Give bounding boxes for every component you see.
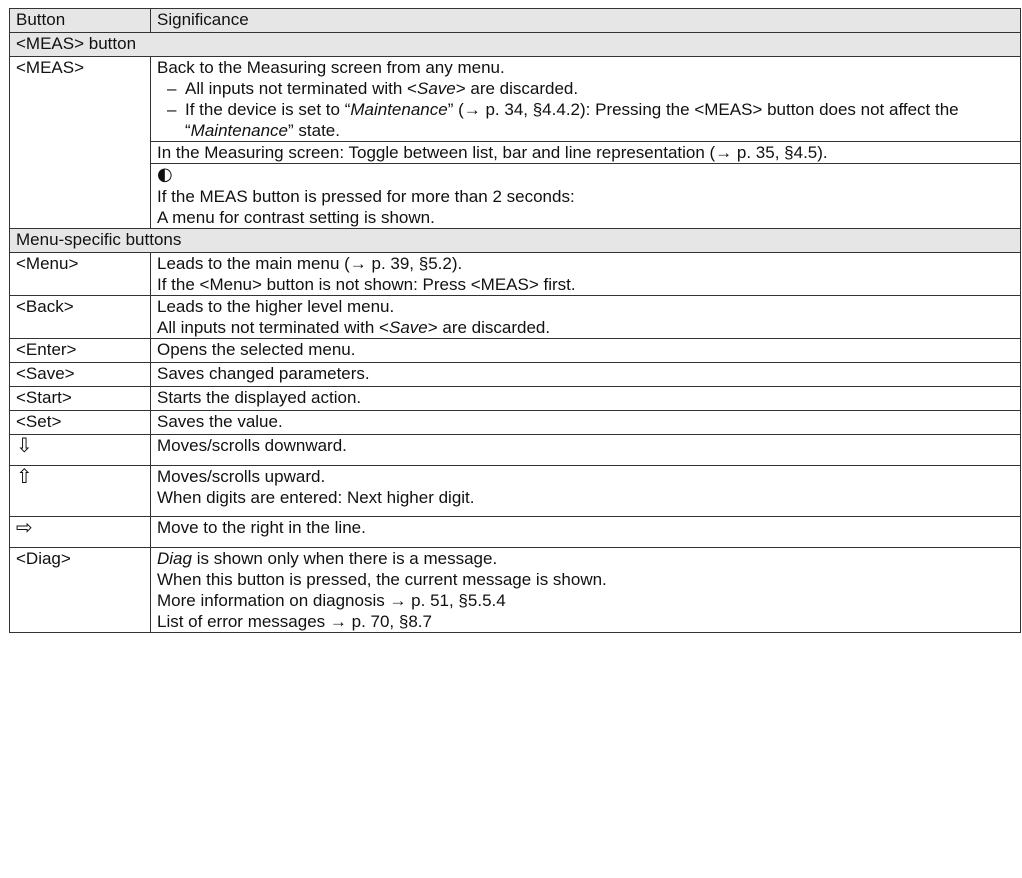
table-row-save (10, 363, 1021, 387)
enter-description: Opens the selected menu. (151, 339, 1021, 363)
key-meas: <MEAS> (10, 57, 151, 229)
key-diag: <Diag> (10, 548, 151, 633)
table-row-meas-toggle (10, 142, 1021, 164)
right-description: Move to the right in the line. (151, 517, 1021, 548)
key-enter: <Enter> (10, 339, 151, 363)
table-row-menu (10, 253, 1021, 296)
up-description: Moves/scrolls upward. When digits are entered: Next higher digit. (151, 466, 1021, 517)
meas-bullet-2: – If the device is set to “Maintenance” (→ p. 34, §4.4.2): Pressing the <MEAS> button does not affect the “Maintenance” state. (167, 100, 959, 140)
section-title-meas: <MEAS> button (10, 33, 1021, 57)
contrast-icon: ◐ (157, 164, 173, 185)
button-significance-table (9, 8, 1021, 633)
meas-contrast-info (151, 164, 1021, 229)
start-description: Starts the displayed action. (151, 387, 1021, 411)
down-description: Moves/scrolls downward. (151, 435, 1021, 466)
meas-desc-line: Back to the Measuring screen from any menu. (157, 58, 505, 77)
back-description: Leads to the higher level menu. All inputs not terminated with <Save> are discarded. (151, 296, 1021, 339)
table-row-start (10, 387, 1021, 411)
key-start: <Start> (10, 387, 151, 411)
contrast-line-1: If the MEAS button is pressed for more than 2 seconds: (157, 187, 575, 206)
save-description: Saves changed parameters. (151, 363, 1021, 387)
meas-bullet-1: – All inputs not terminated with <Save> are discarded. (167, 79, 579, 98)
meas-description (151, 57, 1021, 142)
key-menu: <Menu> (10, 253, 151, 296)
right-arrow-icon: ⇨ (16, 515, 33, 539)
section-row-meas (10, 33, 1021, 57)
up-arrow-icon: ⇧ (16, 464, 33, 488)
section-title-menu-specific: Menu-specific buttons (10, 229, 1021, 253)
key-right (10, 517, 151, 548)
meas-toggle-text: In the Measuring screen: Toggle between list, bar and line representation (→ p. 35, §4.5). (151, 142, 1021, 164)
key-set: <Set> (10, 411, 151, 435)
table-row-diag (10, 548, 1021, 633)
table-row-back (10, 296, 1021, 339)
set-description: Saves the value. (151, 411, 1021, 435)
header-button: Button (10, 9, 151, 33)
header-significance: Significance (151, 9, 1021, 33)
table-row-set (10, 411, 1021, 435)
key-save: <Save> (10, 363, 151, 387)
table-header-row (10, 9, 1021, 33)
table-row-meas-contrast (10, 164, 1021, 229)
table-row-enter (10, 339, 1021, 363)
key-down (10, 435, 151, 466)
key-back: <Back> (10, 296, 151, 339)
table-row-up (10, 466, 1021, 517)
down-arrow-icon: ⇩ (16, 433, 33, 457)
section-row-menu-specific (10, 229, 1021, 253)
menu-description: Leads to the main menu (→ p. 39, §5.2). If the <Menu> button is not shown: Press <MEAS> first. (151, 253, 1021, 296)
table-row-down (10, 435, 1021, 466)
table-row-right (10, 517, 1021, 548)
contrast-line-2: A menu for contrast setting is shown. (157, 208, 435, 227)
key-up (10, 466, 151, 517)
diag-description: Diag is shown only when there is a message. When this button is pressed, the current message is shown. More information on diagnosis → p. 51, §5.5.4 List of error messages → p. 70, §8.7 (151, 548, 1021, 633)
table-row-meas (10, 57, 1021, 142)
